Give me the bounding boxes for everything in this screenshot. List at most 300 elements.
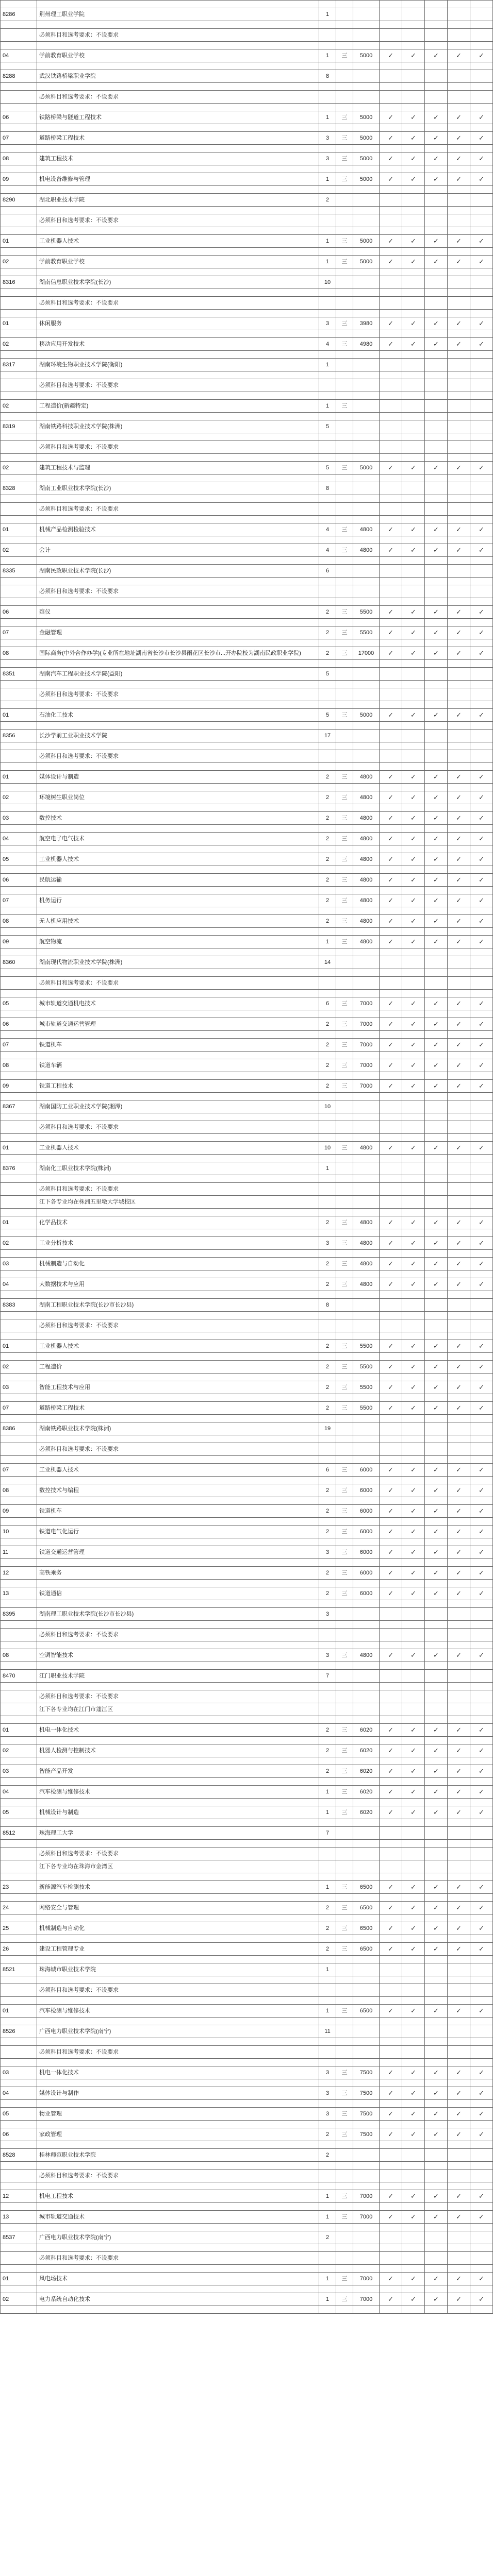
major-plan-count: 2 (319, 1526, 336, 1538)
school-plan-count: 10 (319, 1100, 336, 1113)
check-mark-icon: ✓ (402, 49, 425, 62)
code-cell (1, 351, 37, 359)
mark-cell (470, 990, 493, 997)
major-tuition-fee: 6000 (353, 1505, 380, 1518)
mark-cell (402, 8, 425, 21)
mark-cell (380, 194, 402, 207)
duration-cell (336, 1873, 353, 1881)
school-name: 湖北职业技术学院 (37, 194, 319, 207)
check-mark-icon: ✓ (470, 2128, 493, 2141)
mark-cell (380, 1162, 402, 1175)
fee-cell (353, 1629, 380, 1641)
spacer-row (1, 1914, 493, 1922)
check-mark-icon: ✓ (380, 2066, 402, 2079)
mark-cell (470, 297, 493, 310)
major-code: 08 (1, 152, 37, 165)
mark-cell (470, 1072, 493, 1080)
mark-cell (470, 1600, 493, 1608)
code-cell (1, 91, 37, 104)
mark-cell (425, 1840, 448, 1848)
major-code: 04 (1, 2087, 37, 2100)
fee-cell (353, 845, 380, 853)
fee-cell (353, 2100, 380, 2108)
major-duration: 三 (336, 709, 353, 722)
school-name: 湖南工业职业技术学院(长沙) (37, 482, 319, 495)
check-mark-icon: ✓ (470, 256, 493, 268)
name-cell (37, 907, 319, 915)
major-tuition-fee: 4800 (353, 874, 380, 887)
check-mark-icon: ✓ (425, 1340, 448, 1353)
code-cell (1, 1155, 37, 1162)
mark-cell (425, 1608, 448, 1621)
check-mark-icon: ✓ (425, 317, 448, 330)
mark-cell (380, 1435, 402, 1443)
major-row (1, 317, 493, 330)
check-mark-icon: ✓ (380, 523, 402, 536)
duration-cell (336, 1662, 353, 1670)
mark-cell (402, 1737, 425, 1744)
mark-cell (402, 701, 425, 709)
check-mark-icon: ✓ (448, 1765, 470, 1778)
duration-cell (336, 928, 353, 936)
mark-cell (380, 2038, 402, 2046)
check-mark-icon: ✓ (425, 111, 448, 124)
mark-cell (380, 1873, 402, 1881)
fee-cell (353, 1422, 380, 1435)
major-plan-count: 1 (319, 49, 336, 62)
note-row (1, 297, 493, 310)
mark-cell (425, 1641, 448, 1649)
check-mark-icon: ✓ (380, 1018, 402, 1031)
major-name: 移动应用开发技术 (37, 338, 319, 351)
mark-cell (380, 1984, 402, 1997)
major-duration: 三 (336, 400, 353, 413)
code-cell (1, 1976, 37, 1984)
check-mark-icon: ✓ (380, 709, 402, 722)
major-name: 机电设备维修与管理 (37, 173, 319, 186)
mark-cell (448, 1477, 470, 1484)
major-code: 01 (1, 771, 37, 784)
code-cell (1, 297, 37, 310)
check-mark-icon: ✓ (380, 462, 402, 474)
check-mark-icon: ✓ (402, 1649, 425, 1662)
major-name: 环境树生职业岗位 (37, 791, 319, 804)
major-plan-count: 2 (319, 1039, 336, 1052)
spacer-row (1, 2244, 493, 2252)
name-cell (37, 1935, 319, 1943)
code-cell (1, 928, 37, 936)
mark-cell (380, 1353, 402, 1361)
mark-cell (402, 2149, 425, 2162)
check-mark-icon: ✓ (402, 173, 425, 186)
duration-cell (336, 1010, 353, 1018)
school-row (1, 70, 493, 83)
check-mark-icon: ✓ (425, 2211, 448, 2224)
count-cell (319, 660, 336, 668)
mark-cell (470, 1976, 493, 1984)
mark-cell (470, 1270, 493, 1278)
fee-cell (353, 1100, 380, 1113)
spacer-row (1, 474, 493, 482)
check-mark-icon: ✓ (380, 1943, 402, 1956)
mark-cell (380, 1332, 402, 1340)
major-row (1, 1484, 493, 1497)
mark-cell (448, 1209, 470, 1216)
check-mark-icon: ✓ (402, 1484, 425, 1497)
major-plan-count: 2 (319, 1587, 336, 1600)
mark-cell (448, 565, 470, 578)
major-plan-count: 2 (319, 1258, 336, 1270)
mark-cell (402, 1670, 425, 1683)
check-mark-icon: ✓ (425, 647, 448, 660)
check-mark-icon: ✓ (448, 1943, 470, 1956)
mark-cell (425, 1538, 448, 1546)
mark-cell (470, 784, 493, 791)
mark-cell (448, 91, 470, 104)
mark-cell (470, 1737, 493, 1744)
code-cell (1, 804, 37, 812)
check-mark-icon: ✓ (402, 1258, 425, 1270)
mark-cell (448, 1683, 470, 1690)
major-row (1, 400, 493, 413)
check-mark-icon: ✓ (470, 49, 493, 62)
mark-cell (402, 2231, 425, 2244)
check-mark-icon: ✓ (448, 235, 470, 248)
mark-cell (425, 1422, 448, 1435)
mark-cell (425, 1935, 448, 1943)
duration-cell (336, 681, 353, 688)
check-mark-icon: ✓ (470, 2108, 493, 2121)
school-plan-count: 3 (319, 1608, 336, 1621)
duration-cell (336, 2203, 353, 2211)
duration-cell (336, 268, 353, 276)
major-row (1, 49, 493, 62)
fee-cell (353, 1860, 380, 1873)
count-cell (319, 742, 336, 750)
fee-cell (353, 91, 380, 104)
school-plan-count: 5 (319, 420, 336, 433)
mark-cell (425, 948, 448, 956)
mark-cell (448, 1010, 470, 1018)
check-mark-icon: ✓ (470, 1278, 493, 1291)
code-cell (1, 969, 37, 977)
mark-cell (380, 371, 402, 379)
name-cell (37, 186, 319, 194)
spacer-row (1, 660, 493, 668)
check-mark-icon: ✓ (448, 132, 470, 145)
fee-cell (353, 1209, 380, 1216)
code-cell (1, 1072, 37, 1080)
major-name: 数控技术 (37, 812, 319, 825)
check-mark-icon: ✓ (425, 853, 448, 866)
major-duration: 三 (336, 523, 353, 536)
major-tuition-fee: 7000 (353, 2293, 380, 2306)
check-mark-icon: ✓ (402, 1724, 425, 1737)
duration-cell (336, 1052, 353, 1059)
mark-cell (470, 104, 493, 111)
check-mark-icon: ✓ (380, 2190, 402, 2203)
fee-cell (353, 688, 380, 701)
count-cell (319, 825, 336, 833)
fee-cell (353, 1819, 380, 1827)
mark-cell (402, 194, 425, 207)
mark-cell (425, 1662, 448, 1670)
count-cell (319, 1848, 336, 1860)
subject-requirement-note: 必须科目和选考要求：不设要求 (37, 503, 319, 516)
mark-cell (402, 2244, 425, 2252)
mark-cell (402, 1291, 425, 1299)
mark-cell (402, 1683, 425, 1690)
spacer-row (1, 310, 493, 317)
fee-cell (353, 124, 380, 132)
check-mark-icon: ✓ (470, 1765, 493, 1778)
mark-cell (402, 1229, 425, 1237)
note-row (1, 441, 493, 454)
check-mark-icon: ✓ (425, 2087, 448, 2100)
count-cell (319, 2203, 336, 2211)
spacer-row (1, 1894, 493, 1902)
duration-cell (336, 124, 353, 132)
mark-cell (425, 1332, 448, 1340)
mark-cell (402, 1010, 425, 1018)
code-cell (1, 392, 37, 400)
mark-cell (470, 1641, 493, 1649)
spacer-row (1, 2079, 493, 2087)
name-cell (37, 1353, 319, 1361)
spacer-row (1, 763, 493, 771)
check-mark-icon: ✓ (470, 1464, 493, 1477)
mark-cell (402, 1819, 425, 1827)
mark-cell (470, 214, 493, 227)
fee-cell (353, 956, 380, 969)
mark-cell (448, 1162, 470, 1175)
code-cell (1, 701, 37, 709)
mark-cell (380, 359, 402, 371)
mark-cell (448, 165, 470, 173)
check-mark-icon: ✓ (470, 173, 493, 186)
fee-cell (353, 1690, 380, 1703)
school-name: 湖南现代物流职业技术学院(株洲) (37, 956, 319, 969)
fee-cell (353, 1778, 380, 1786)
mark-cell (402, 750, 425, 763)
code-cell (1, 1600, 37, 1608)
major-duration: 三 (336, 812, 353, 825)
check-mark-icon: ✓ (380, 338, 402, 351)
mark-cell (402, 1332, 425, 1340)
spacer-row (1, 1209, 493, 1216)
spacer-row (1, 866, 493, 874)
mark-cell (470, 701, 493, 709)
fee-cell (353, 977, 380, 990)
code-cell (1, 1374, 37, 1381)
major-code: 08 (1, 1484, 37, 1497)
mark-cell (425, 379, 448, 392)
major-plan-count: 2 (319, 1505, 336, 1518)
check-mark-icon: ✓ (470, 1649, 493, 1662)
note-row (1, 379, 493, 392)
major-tuition-fee: 3980 (353, 317, 380, 330)
code-cell (1, 907, 37, 915)
mark-cell (448, 482, 470, 495)
check-mark-icon: ✓ (380, 1059, 402, 1072)
mark-cell (470, 330, 493, 338)
mark-cell (448, 1956, 470, 1963)
mark-cell (448, 1175, 470, 1183)
mark-cell (402, 619, 425, 626)
check-mark-icon: ✓ (380, 894, 402, 907)
mark-cell (402, 1840, 425, 1848)
code-cell (1, 1394, 37, 1402)
name-cell (37, 660, 319, 668)
check-mark-icon: ✓ (470, 235, 493, 248)
spacer-row (1, 2038, 493, 2046)
major-tuition-fee: 6500 (353, 1881, 380, 1894)
mark-cell (448, 1873, 470, 1881)
mark-cell (380, 2285, 402, 2293)
major-row (1, 1258, 493, 1270)
name-cell (37, 2244, 319, 2252)
mark-cell (402, 887, 425, 894)
spacer-row (1, 392, 493, 400)
duration-cell (336, 763, 353, 771)
name-cell (37, 371, 319, 379)
campus-location-note: 江下各专业均在江门市蓬江区 (37, 1703, 319, 1716)
mark-cell (470, 1873, 493, 1881)
major-duration: 三 (336, 2190, 353, 2203)
check-mark-icon: ✓ (448, 1402, 470, 1415)
check-mark-icon: ✓ (402, 1402, 425, 1415)
count-cell (319, 1031, 336, 1039)
fee-cell (353, 1270, 380, 1278)
duration-cell (336, 413, 353, 420)
major-name: 铁道车辆 (37, 1059, 319, 1072)
mark-cell (402, 1299, 425, 1312)
count-cell (319, 1415, 336, 1422)
mark-cell (380, 379, 402, 392)
fee-cell (353, 1559, 380, 1567)
name-cell (37, 598, 319, 606)
mark-cell (470, 474, 493, 482)
check-mark-icon: ✓ (402, 936, 425, 948)
spacer-row (1, 1072, 493, 1080)
mark-cell (425, 124, 448, 132)
name-cell (37, 928, 319, 936)
major-code: 02 (1, 1744, 37, 1757)
count-cell (319, 1, 336, 8)
mark-cell (470, 2244, 493, 2252)
name-cell (37, 1641, 319, 1649)
mark-cell (402, 866, 425, 874)
mark-cell (380, 969, 402, 977)
mark-cell (380, 276, 402, 289)
school-row (1, 276, 493, 289)
mark-cell (425, 62, 448, 70)
fee-cell (353, 990, 380, 997)
check-mark-icon: ✓ (380, 2108, 402, 2121)
mark-cell (425, 578, 448, 585)
major-name: 汽车检测与维修技术 (37, 1786, 319, 1799)
fee-cell (353, 248, 380, 256)
mark-cell (448, 1963, 470, 1976)
mark-cell (448, 1072, 470, 1080)
check-mark-icon: ✓ (448, 1881, 470, 1894)
subject-requirement-note: 必须科目和选考要求：不设要求 (37, 297, 319, 310)
mark-cell (380, 2149, 402, 2162)
major-duration: 三 (336, 1258, 353, 1270)
school-code: 8351 (1, 668, 37, 681)
mark-cell (425, 2252, 448, 2265)
code-cell (1, 503, 37, 516)
mark-cell (470, 1435, 493, 1443)
mark-cell (448, 866, 470, 874)
mark-cell (402, 420, 425, 433)
major-duration: 三 (336, 1881, 353, 1894)
mark-cell (470, 503, 493, 516)
count-cell (319, 124, 336, 132)
mark-cell (380, 1134, 402, 1142)
name-cell (37, 2038, 319, 2046)
code-cell (1, 1052, 37, 1059)
spacer-row (1, 1113, 493, 1121)
mark-cell (448, 289, 470, 297)
mark-cell (402, 1963, 425, 1976)
mark-cell (448, 1113, 470, 1121)
code-cell (1, 379, 37, 392)
major-duration: 三 (336, 1484, 353, 1497)
major-plan-count: 1 (319, 111, 336, 124)
code-cell (1, 585, 37, 598)
fee-cell (353, 495, 380, 503)
spacer-row (1, 1641, 493, 1649)
count-cell (319, 1600, 336, 1608)
fee-cell (353, 2244, 380, 2252)
duration-cell (336, 660, 353, 668)
major-row (1, 2087, 493, 2100)
major-name: 智能产品开发 (37, 1765, 319, 1778)
check-mark-icon: ✓ (402, 1786, 425, 1799)
major-code: 11 (1, 1546, 37, 1559)
mark-cell (448, 495, 470, 503)
mark-cell (470, 2306, 493, 2314)
check-mark-icon: ✓ (470, 1018, 493, 1031)
count-cell (319, 1497, 336, 1505)
code-cell (1, 1291, 37, 1299)
check-mark-icon: ✓ (402, 2087, 425, 2100)
mark-cell (402, 1093, 425, 1100)
spacer-row (1, 145, 493, 152)
fee-cell (353, 1031, 380, 1039)
major-row (1, 256, 493, 268)
major-name: 风电场技术 (37, 2273, 319, 2285)
check-mark-icon: ✓ (402, 1587, 425, 1600)
mark-cell (425, 1873, 448, 1881)
count-cell (319, 1716, 336, 1724)
fee-cell (353, 2182, 380, 2190)
subject-requirement-note: 必须科目和选考要求：不设要求 (37, 29, 319, 42)
mark-cell (448, 413, 470, 420)
mark-cell (402, 1559, 425, 1567)
mark-cell (470, 1629, 493, 1641)
mark-cell (425, 1, 448, 8)
duration-cell (336, 214, 353, 227)
major-plan-count: 4 (319, 338, 336, 351)
major-plan-count: 2 (319, 1361, 336, 1374)
mark-cell (448, 1737, 470, 1744)
spacer-row (1, 495, 493, 503)
check-mark-icon: ✓ (448, 1237, 470, 1250)
fee-cell (353, 536, 380, 544)
mark-cell (448, 2025, 470, 2038)
